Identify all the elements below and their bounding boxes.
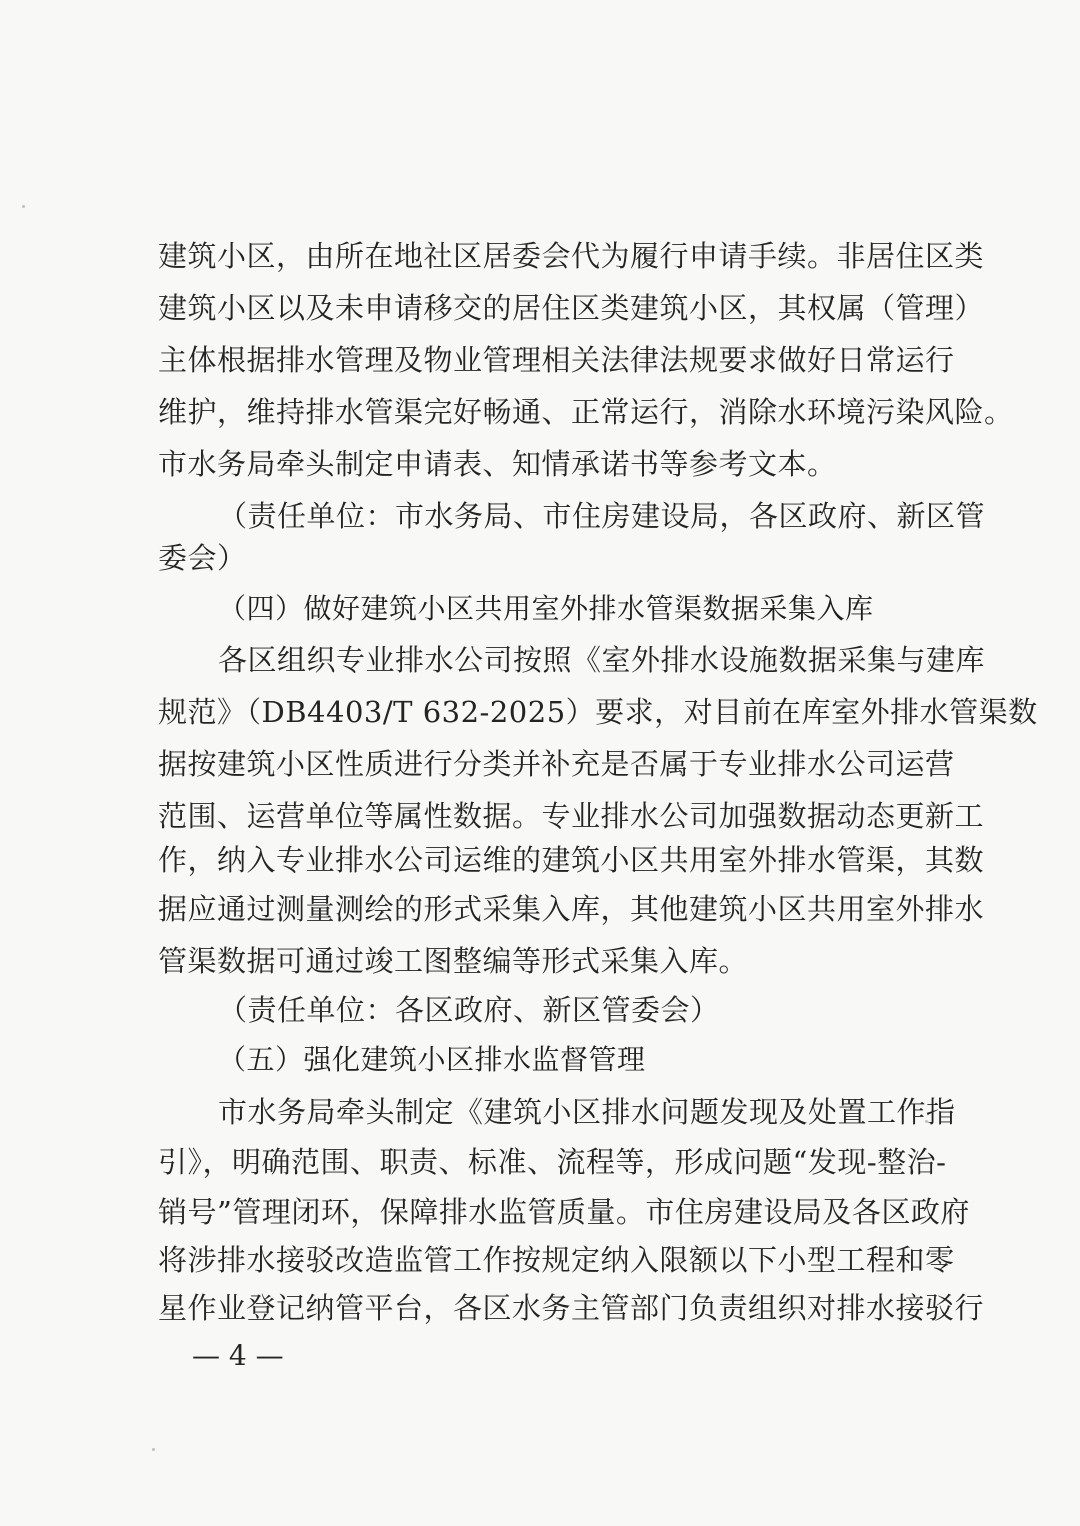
body-line: 据应通过测量测绘的形式采集入库，其他建筑小区共用室外排水 bbox=[158, 892, 985, 926]
scan-speck bbox=[152, 1448, 155, 1451]
body-line: 建筑小区以及未申请移交的居住区类建筑小区，其权属（管理） bbox=[158, 291, 985, 325]
body-line: 各区组织专业排水公司按照《室外排水设施数据采集与建库 bbox=[218, 643, 986, 677]
section-heading-4: （四）做好建筑小区共用室外排水管渠数据采集入库 bbox=[218, 592, 874, 625]
responsibility-line: （责任单位：市水务局、市住房建设局，各区政府、新区管 bbox=[218, 499, 986, 533]
body-line: 范围、运营单位等属性数据。专业排水公司加强数据动态更新工 bbox=[158, 799, 985, 833]
responsibility-line: （责任单位：各区政府、新区管委会） bbox=[218, 993, 720, 1027]
body-line: 引》，明确范围、职责、标准、流程等，形成问题“发现-整治- bbox=[158, 1145, 947, 1179]
body-line: 管渠数据可通过竣工图整编等形式采集入库。 bbox=[158, 944, 749, 978]
body-line: 据按建筑小区性质进行分类并补充是否属于专业排水公司运营 bbox=[158, 747, 955, 781]
body-line: 作，纳入专业排水公司运维的建筑小区共用室外排水管渠，其数 bbox=[158, 843, 985, 877]
body-line: 规范》（DB4403/T 632-2025）要求，对目前在库室外排水管渠数 bbox=[158, 695, 1038, 729]
body-line: 星作业登记纳管平台，各区水务主管部门负责组织对排水接驳行 bbox=[158, 1291, 985, 1325]
page-number: — 4 — bbox=[192, 1339, 284, 1372]
section-heading-5: （五）强化建筑小区排水监督管理 bbox=[218, 1043, 646, 1076]
body-line: 销号”管理闭环，保障排水监管质量。市住房建设局及各区政府 bbox=[158, 1195, 970, 1229]
body-line: 将涉排水接驳改造监管工作按规定纳入限额以下小型工程和零 bbox=[158, 1243, 955, 1277]
body-line: 市水务局牵头制定申请表、知情承诺书等参考文本。 bbox=[158, 447, 837, 481]
body-line: 建筑小区，由所在地社区居委会代为履行申请手续。非居住区类 bbox=[158, 239, 985, 273]
body-line: 市水务局牵头制定《建筑小区排水问题发现及处置工作指 bbox=[218, 1095, 956, 1129]
body-line: 维护，维持排水管渠完好畅通、正常运行，消除水环境污染风险。 bbox=[158, 395, 1014, 429]
body-line: 主体根据排水管理及物业管理相关法律法规要求做好日常运行 bbox=[158, 343, 955, 377]
scan-speck bbox=[22, 205, 25, 208]
responsibility-line: 委会） bbox=[158, 541, 247, 575]
